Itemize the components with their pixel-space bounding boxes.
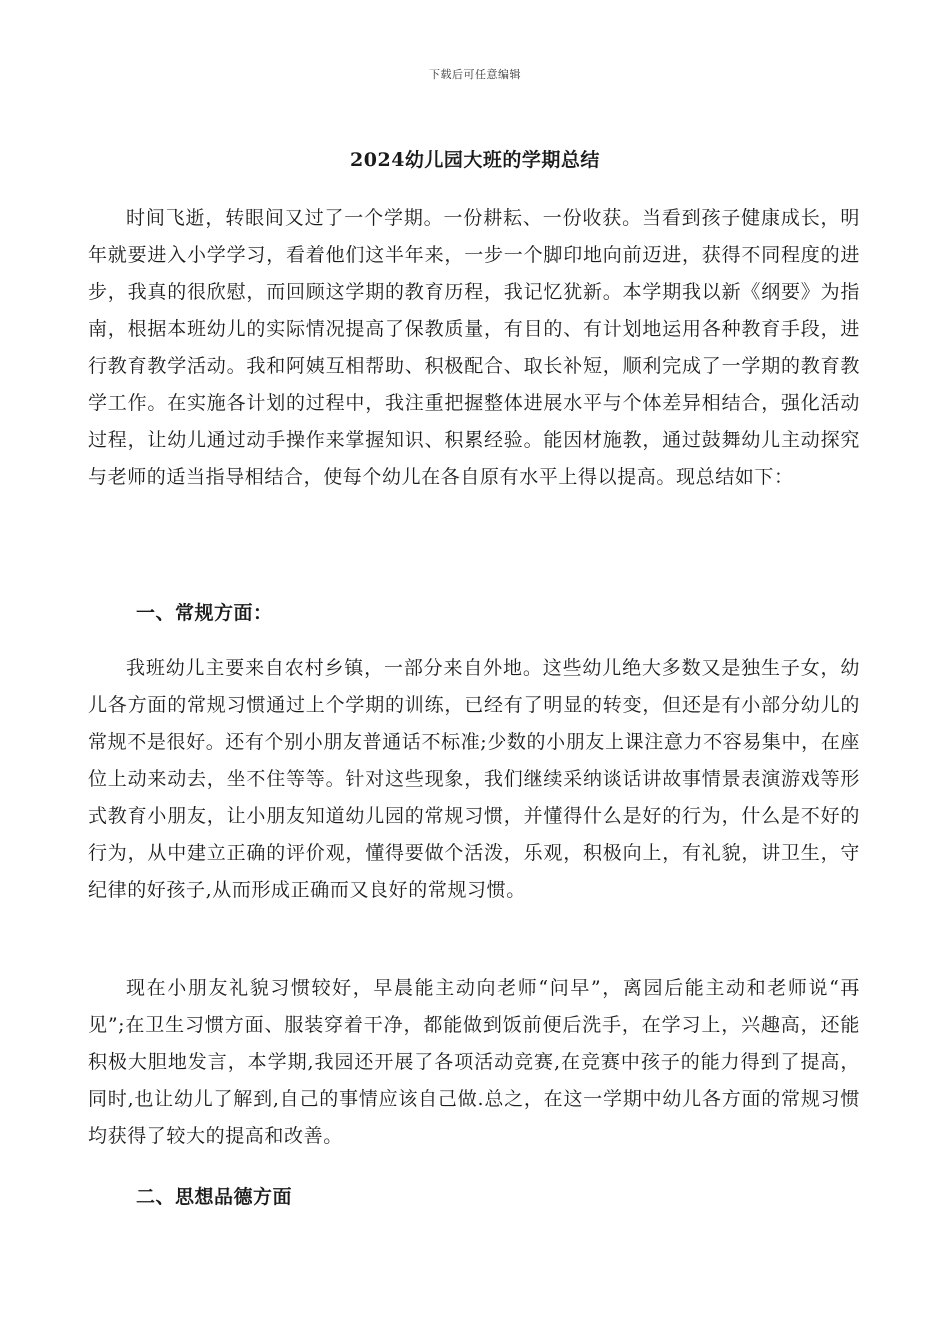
document-title: 2024幼儿园大班的学期总结 <box>350 149 600 171</box>
intro-paragraph: 时间飞逝，转眼间又过了一个学期。一份耕耘、一份收获。当看到孩子健康成长，明年就要进入小学学习，看着他们这半年来，一步一个脚印地向前迈进，获得不同程度的进步，我真的很欣慰，而回顾这学期的教育历程，我记忆犹新。本学期我以新《纲要》为指南，根据本班幼儿的实际情况提高了保教质量，有目的、有计划地运用各种教育手段，进行教育教学活动。我和阿姨互相帮助、积极配合、取长补短，顺利完成了一学期的教育教学工作。在实施各计划的过程中，我注重把握整体进展水平与个体差异相结合，强化活动过程，让幼儿通过动手操作来掌握知识、积累经验。能因材施教，通过鼓舞幼儿主动探究与老师的适当指导相结合，使每个幼儿在各自原有水平上得以提高。现总结如下： <box>88 207 860 488</box>
header-note: 下载后可任意编辑 <box>429 68 521 81</box>
routine-paragraph-2: 现在小朋友礼貌习惯较好，早晨能主动向老师“问早”，离园后能主动和老师说“再见”;在卫生习惯方面、服装穿着干净，都能做到饭前便后洗手，在学习上，兴趣高，还能积极大胆地发言，本学期,我园还开展了各项活动竞赛,在竞赛中孩子的能力得到了提高，同时,也让幼儿了解到,自己的事情应该自己做.总之，在这一学期中幼儿各方面的常规习惯均获得了较大的提高和改善。 <box>88 977 860 1147</box>
section-heading-routine: 一、常规方面： <box>136 602 273 624</box>
routine-paragraph-1: 我班幼儿主要来自农村乡镇，一部分来自外地。这些幼儿绝大多数又是独生子女，幼儿各方面的常规习惯通过上个学期的训练，已经有了明显的转变，但还是有小部分幼儿的常规不是很好。还有个别小朋友普通话不标准;少数的小朋友上课注意力不容易集中，在座位上动来动去，坐不住等等。针对这些现象，我们继续采纳谈话讲故事情景表演游戏等形式教育小朋友，让小朋友知道幼儿园的常规习惯，并懂得什么是好的行为，什么是不好的行为，从中建立正确的评价观，懂得要做个活泼，乐观，积极向上，有礼貌，讲卫生，守纪律的好孩子,从而形成正确而又良好的常规习惯。 <box>88 657 860 901</box>
section-heading-moral: 二、思想品德方面 <box>136 1186 293 1208</box>
